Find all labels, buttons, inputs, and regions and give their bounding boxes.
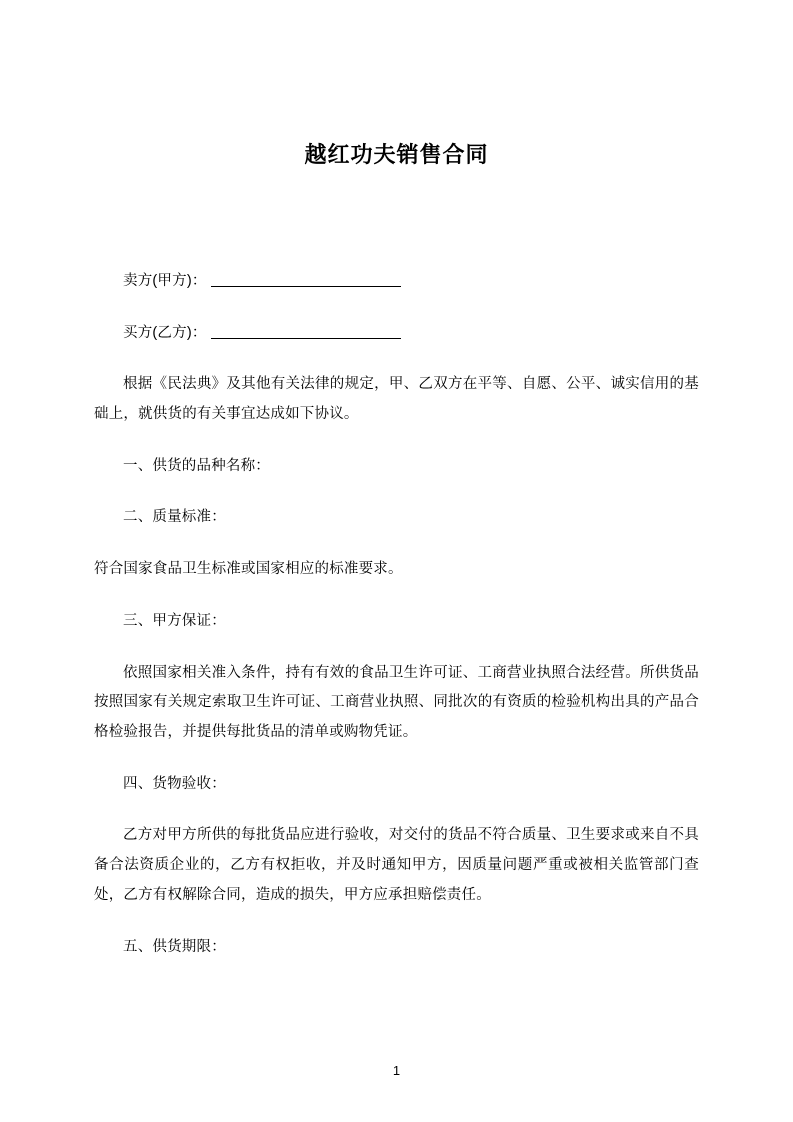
buyer-label: 买方(乙方)： xyxy=(123,324,207,341)
seller-party-row xyxy=(94,267,699,297)
buyer-party-row xyxy=(94,319,699,349)
clause-1-heading: 一、供货的品种名称： xyxy=(123,457,270,474)
preamble-paragraph: 根据《民法典》及其他有关法律的规定，甲、乙双方在平等、自愿、公平、诚实信用的基础上，就供货的有关事宜达成如下协议。 xyxy=(94,376,699,422)
document-body xyxy=(94,267,699,963)
seller-fill-line[interactable] xyxy=(211,286,401,287)
page-title: 越红功夫销售合同 xyxy=(304,142,489,167)
buyer-fill-line[interactable] xyxy=(211,338,401,339)
clause-2-heading: 二、质量标准： xyxy=(123,509,226,526)
clause-4-heading: 四、货物验收： xyxy=(123,775,226,792)
clause-4-text: 乙方对甲方所供的每批货品应进行验收，对交付的货品不符合质量、卫生要求或来自不具备合法资质企业的，乙方有权拒收，并及时通知甲方，因质量问题严重或被相关监管部门查处，乙方有权解除合同，造成的损失，甲方应承担赔偿责任。 xyxy=(94,827,699,903)
seller-label: 卖方(甲方)： xyxy=(123,272,207,289)
clause-5-heading: 五、供货期限： xyxy=(123,938,226,955)
clause-3-text: 依照国家相关准入条件，持有有效的食品卫生许可证、工商营业执照合法经营。所供货品按照国家有关规定索取卫生许可证、工商营业执照、同批次的有资质的检验机构出具的产品合格检验报告，并提供每批货品的清单或购物凭证。 xyxy=(94,664,699,740)
clause-2-text: 符合国家食品卫生标准或国家相应的标准要求。 xyxy=(94,561,403,578)
clause-3-heading: 三、甲方保证： xyxy=(123,612,226,629)
page-number: 1 xyxy=(392,1063,401,1078)
